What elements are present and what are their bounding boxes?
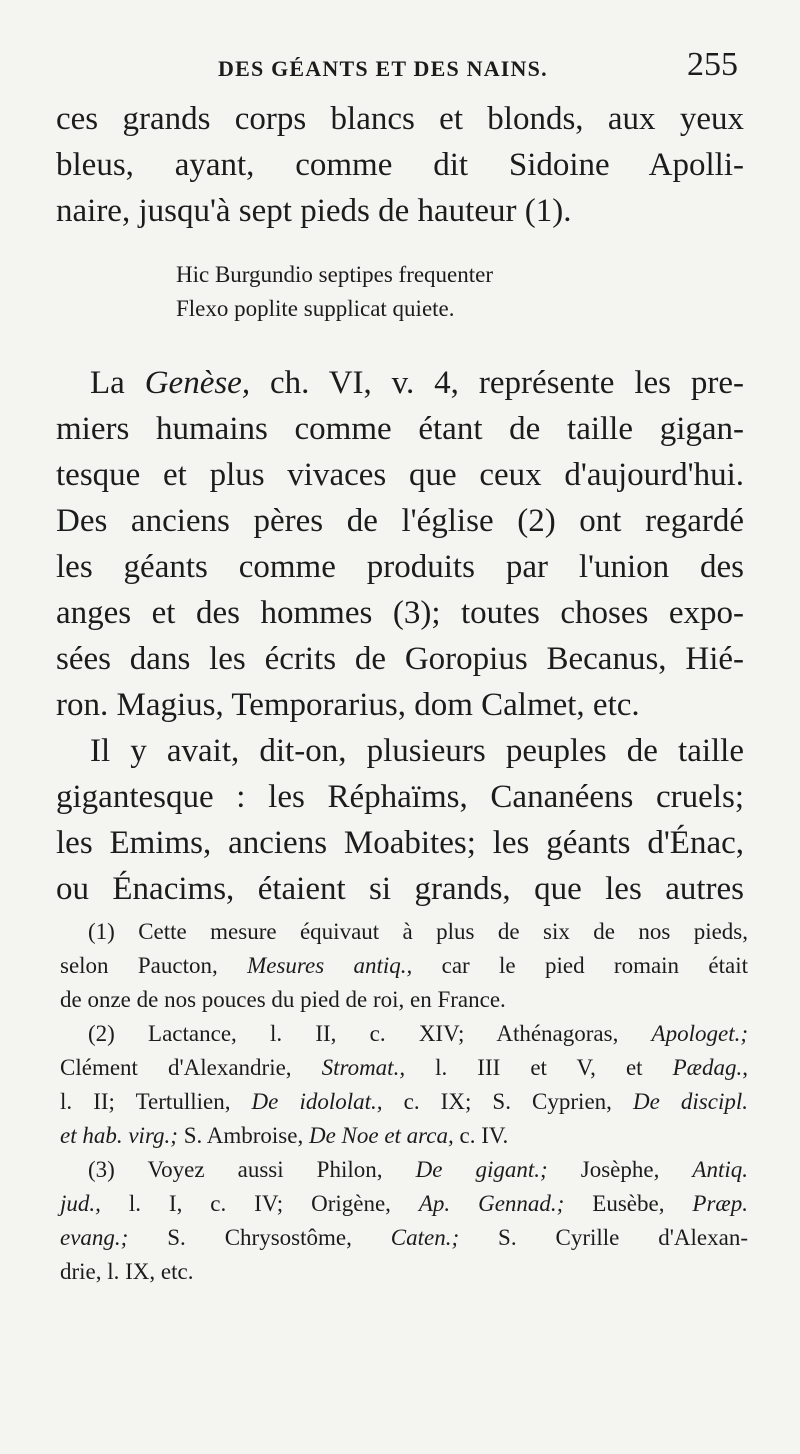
page-header (0, 46, 800, 86)
text-line: anges et des hommes (3); toutes choses expo- (56, 595, 744, 631)
text-line: gigantesque : les Réphaïms, Cananéens cruels; (56, 779, 744, 815)
verse-line: Hic Burgundio septipes frequenter (176, 262, 494, 287)
verse-quote (176, 258, 493, 326)
page-number: 255 (687, 46, 738, 83)
text-line: sées dans les écrits de Goropius Becanus, Hié- (56, 641, 744, 677)
text-line: les géants comme produits par l'union des (56, 549, 744, 585)
paragraph-2 (56, 360, 744, 728)
text-line: Il y avait, dit-on, plusieurs peuples de taille (90, 733, 744, 769)
footnote-line: selon Paucton, Mesures antiq., car le pied romain était (60, 953, 748, 978)
footnote-line: evang.; S. Chrysostôme, Caten.; S. Cyrille d'Alexan- (60, 1225, 749, 1250)
footnote-line: (3) Voyez aussi Philon, De gigant.; Josèphe, Antiq. (88, 1157, 748, 1182)
footnotes (60, 915, 748, 1289)
footnote-line: Clément d'Alexandrie, Stromat., l. III et V, et Pædag., (60, 1055, 748, 1080)
paragraph-3 (56, 728, 744, 912)
text-line: ou Énacims, étaient si grands, que les autres (56, 871, 744, 907)
text-line: miers humains comme étant de taille gigan- (56, 411, 744, 447)
text-line: ces grands corps blancs et blonds, aux yeux (56, 101, 744, 137)
text-line: tesque et plus vivaces que ceux d'aujourd'hui. (56, 457, 744, 493)
paragraph-1 (56, 96, 744, 234)
text-line: les Emims, anciens Moabites; les géants d'Énac, (56, 825, 744, 861)
running-title: DES GÉANTS ET DES NAINS. (218, 56, 548, 81)
footnote-line: et hab. virg.; S. Ambroise, De Noe et arca, c. IV. (60, 1123, 509, 1148)
footnote-line: de onze de nos pouces du pied de roi, en France. (60, 987, 506, 1012)
footnote-line: (1) Cette mesure équivaut à plus de six de nos pieds, (88, 919, 748, 944)
footnote-line: drie, l. IX, etc. (60, 1259, 194, 1284)
text-line: La Genèse, ch. VI, v. 4, représente les pre- (90, 365, 744, 401)
text-line: bleus, ayant, comme dit Sidoine Apolli- (56, 147, 744, 183)
text-line: naire, jusqu'à sept pieds de hauteur (1). (56, 193, 572, 229)
footnote-line: l. II; Tertullien, De idololat., c. IX; S. Cyprien, De discipl. (60, 1089, 748, 1114)
text-line: ron. Magius, Temporarius, dom Calmet, etc. (56, 687, 640, 723)
footnote-line: (2) Lactance, l. II, c. XIV; Athénagoras, Apologet.; (88, 1021, 748, 1046)
text-line: Des anciens pères de l'église (2) ont regardé (56, 503, 744, 539)
footnote-line: jud., l. I, c. IV; Origène, Ap. Gennad.; Eusèbe, Præp. (60, 1191, 748, 1216)
verse-line: Flexo poplite supplicat quiete. (176, 296, 455, 321)
